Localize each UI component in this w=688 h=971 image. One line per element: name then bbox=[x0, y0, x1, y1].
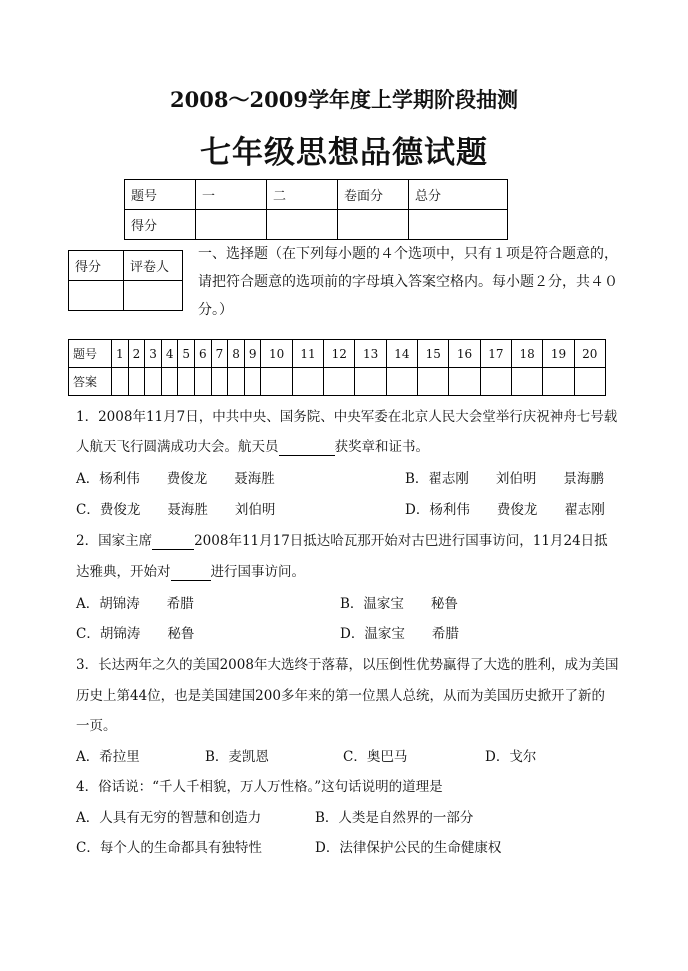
answer-input-cell[interactable] bbox=[128, 368, 145, 396]
answer-input-cell[interactable] bbox=[480, 368, 511, 396]
answer-table-number: 6 bbox=[195, 340, 212, 368]
exam-subtitle: 2008～2009学年度上学期阶段抽测 bbox=[170, 87, 518, 112]
grader-table bbox=[68, 250, 183, 311]
answer-table-number: 15 bbox=[418, 340, 449, 368]
score-input-cell[interactable] bbox=[196, 210, 267, 240]
score-table-row bbox=[125, 210, 508, 240]
score-input-cell[interactable] bbox=[267, 210, 338, 240]
option-b: B．温家宝 秘鲁 bbox=[340, 596, 458, 612]
answer-table-number: 17 bbox=[480, 340, 511, 368]
answer-table-number: 20 bbox=[574, 340, 605, 368]
answer-table-number: 11 bbox=[292, 340, 323, 368]
answer-input-cell[interactable] bbox=[228, 368, 245, 396]
exam-title: 七年级思想品德试题 bbox=[200, 135, 488, 171]
question-1-line-2 bbox=[76, 435, 429, 456]
answer-table-number: 1 bbox=[112, 340, 129, 368]
question-text: 2008年11月17日抵达哈瓦那开始对古巴进行国事访问，11月24日抵 bbox=[194, 533, 608, 549]
answer-table-label: 题号 bbox=[69, 340, 112, 368]
answer-table-number: 8 bbox=[228, 340, 245, 368]
grader-input-cell[interactable] bbox=[69, 281, 124, 311]
question-1-line-1: 1．2008年11月7日，中共中央、国务院、中央军委在北京人民大会堂举行庆祝神舟七号载 bbox=[76, 409, 618, 425]
question-3-line-1: 3．长达两年之久的美国2008年大选终于落幕，以压倒性优势赢得了大选的胜利，成为美国 bbox=[76, 657, 619, 673]
option-a: A．胡锦涛 希腊 bbox=[76, 596, 194, 612]
answer-table-number: 13 bbox=[355, 340, 386, 368]
answer-table bbox=[68, 339, 606, 396]
score-table-cell: 题号 bbox=[125, 180, 196, 210]
option-a: A．杨利伟 费俊龙 聂海胜 bbox=[76, 471, 275, 487]
option-d: D．戈尔 bbox=[485, 749, 537, 765]
answer-input-cell[interactable] bbox=[261, 368, 292, 396]
question-4-line-1: 4．俗话说：“千人千相貌，万人万性格。”这句话说明的道理是 bbox=[76, 779, 443, 795]
answer-blank[interactable] bbox=[279, 439, 335, 456]
score-table-header-row bbox=[125, 180, 508, 210]
option-d: D．杨利伟 费俊龙 翟志刚 bbox=[405, 502, 605, 518]
answer-table-answer-row bbox=[69, 368, 606, 396]
answer-table-number: 4 bbox=[161, 340, 178, 368]
score-table-cell: 卷面分 bbox=[338, 180, 409, 210]
option-c: C．胡锦涛 秘鲁 bbox=[76, 626, 195, 642]
score-table-cell: 总分 bbox=[409, 180, 508, 210]
answer-table-number: 16 bbox=[449, 340, 480, 368]
answer-blank[interactable] bbox=[152, 533, 194, 550]
answer-blank[interactable] bbox=[171, 564, 211, 581]
option-c: C．奥巴马 bbox=[343, 749, 408, 765]
answer-input-cell[interactable] bbox=[292, 368, 323, 396]
question-3-line-3: 一页。 bbox=[76, 718, 117, 734]
score-table bbox=[124, 179, 508, 240]
answer-table-number: 14 bbox=[386, 340, 417, 368]
question-text: 2．国家主席 bbox=[76, 533, 153, 549]
answer-input-cell[interactable] bbox=[145, 368, 162, 396]
score-input-cell[interactable] bbox=[338, 210, 409, 240]
answer-input-cell[interactable] bbox=[511, 368, 542, 396]
answer-input-cell[interactable] bbox=[324, 368, 355, 396]
answer-table-number: 19 bbox=[543, 340, 574, 368]
answer-input-cell[interactable] bbox=[161, 368, 178, 396]
grader-table-header-row bbox=[69, 251, 183, 281]
score-input-cell[interactable] bbox=[409, 210, 508, 240]
question-text: 进行国事访问。 bbox=[210, 564, 305, 580]
grader-table-cell: 得分 bbox=[69, 251, 124, 281]
option-d: D．法律保护公民的生命健康权 bbox=[315, 840, 502, 856]
option-a: A．人具有无穷的智慧和创造力 bbox=[76, 810, 262, 826]
answer-table-number: 5 bbox=[178, 340, 195, 368]
question-3-line-2: 历史上第44位，也是美国建国200多年来的第一位黑人总统，从而为美国历史掀开了新的 bbox=[76, 688, 605, 704]
answer-table-number: 12 bbox=[324, 340, 355, 368]
question-text: 达雅典，开始对 bbox=[76, 564, 171, 580]
answer-table-number: 2 bbox=[128, 340, 145, 368]
question-2-line-2 bbox=[76, 560, 305, 581]
answer-input-cell[interactable] bbox=[449, 368, 480, 396]
question-text: 人航天飞行圆满成功大会。航天员 bbox=[76, 439, 279, 455]
answer-input-cell[interactable] bbox=[112, 368, 129, 396]
section-heading: 一、选择题（在下列每小题的４个选项中，只有１项是符合题意的，请把符合题意的选项前的字母填入答案空格内。每小题２分，共４０分。） bbox=[198, 246, 618, 318]
grader-input-cell[interactable] bbox=[124, 281, 183, 311]
grader-table-cell: 评卷人 bbox=[124, 251, 183, 281]
option-b: B．人类是自然界的一部分 bbox=[315, 810, 474, 826]
option-c: C．费俊龙 聂海胜 刘伯明 bbox=[76, 502, 276, 518]
question-2-line-1 bbox=[76, 529, 608, 550]
answer-input-cell[interactable] bbox=[574, 368, 605, 396]
option-b: B．麦凯恩 bbox=[205, 749, 269, 765]
option-b: B．翟志刚 刘伯明 景海鹏 bbox=[405, 471, 604, 487]
question-text: 获奖章和证书。 bbox=[334, 439, 429, 455]
grader-table-row bbox=[69, 281, 183, 311]
answer-table-label: 答案 bbox=[69, 368, 112, 396]
answer-input-cell[interactable] bbox=[355, 368, 386, 396]
score-table-cell: 一 bbox=[196, 180, 267, 210]
score-table-cell: 二 bbox=[267, 180, 338, 210]
answer-input-cell[interactable] bbox=[211, 368, 228, 396]
option-d: D．温家宝 希腊 bbox=[340, 626, 459, 642]
answer-input-cell[interactable] bbox=[195, 368, 212, 396]
score-table-cell: 得分 bbox=[125, 210, 196, 240]
answer-input-cell[interactable] bbox=[244, 368, 261, 396]
answer-table-number: 7 bbox=[211, 340, 228, 368]
answer-input-cell[interactable] bbox=[178, 368, 195, 396]
answer-input-cell[interactable] bbox=[418, 368, 449, 396]
answer-table-number-row bbox=[69, 340, 606, 368]
option-c: C．每个人的生命都具有独特性 bbox=[76, 840, 262, 856]
answer-table-number: 9 bbox=[244, 340, 261, 368]
answer-table-number: 18 bbox=[511, 340, 542, 368]
option-a: A．希拉里 bbox=[76, 749, 140, 765]
answer-table-number: 3 bbox=[145, 340, 162, 368]
answer-input-cell[interactable] bbox=[543, 368, 574, 396]
answer-input-cell[interactable] bbox=[386, 368, 417, 396]
answer-table-number: 10 bbox=[261, 340, 292, 368]
